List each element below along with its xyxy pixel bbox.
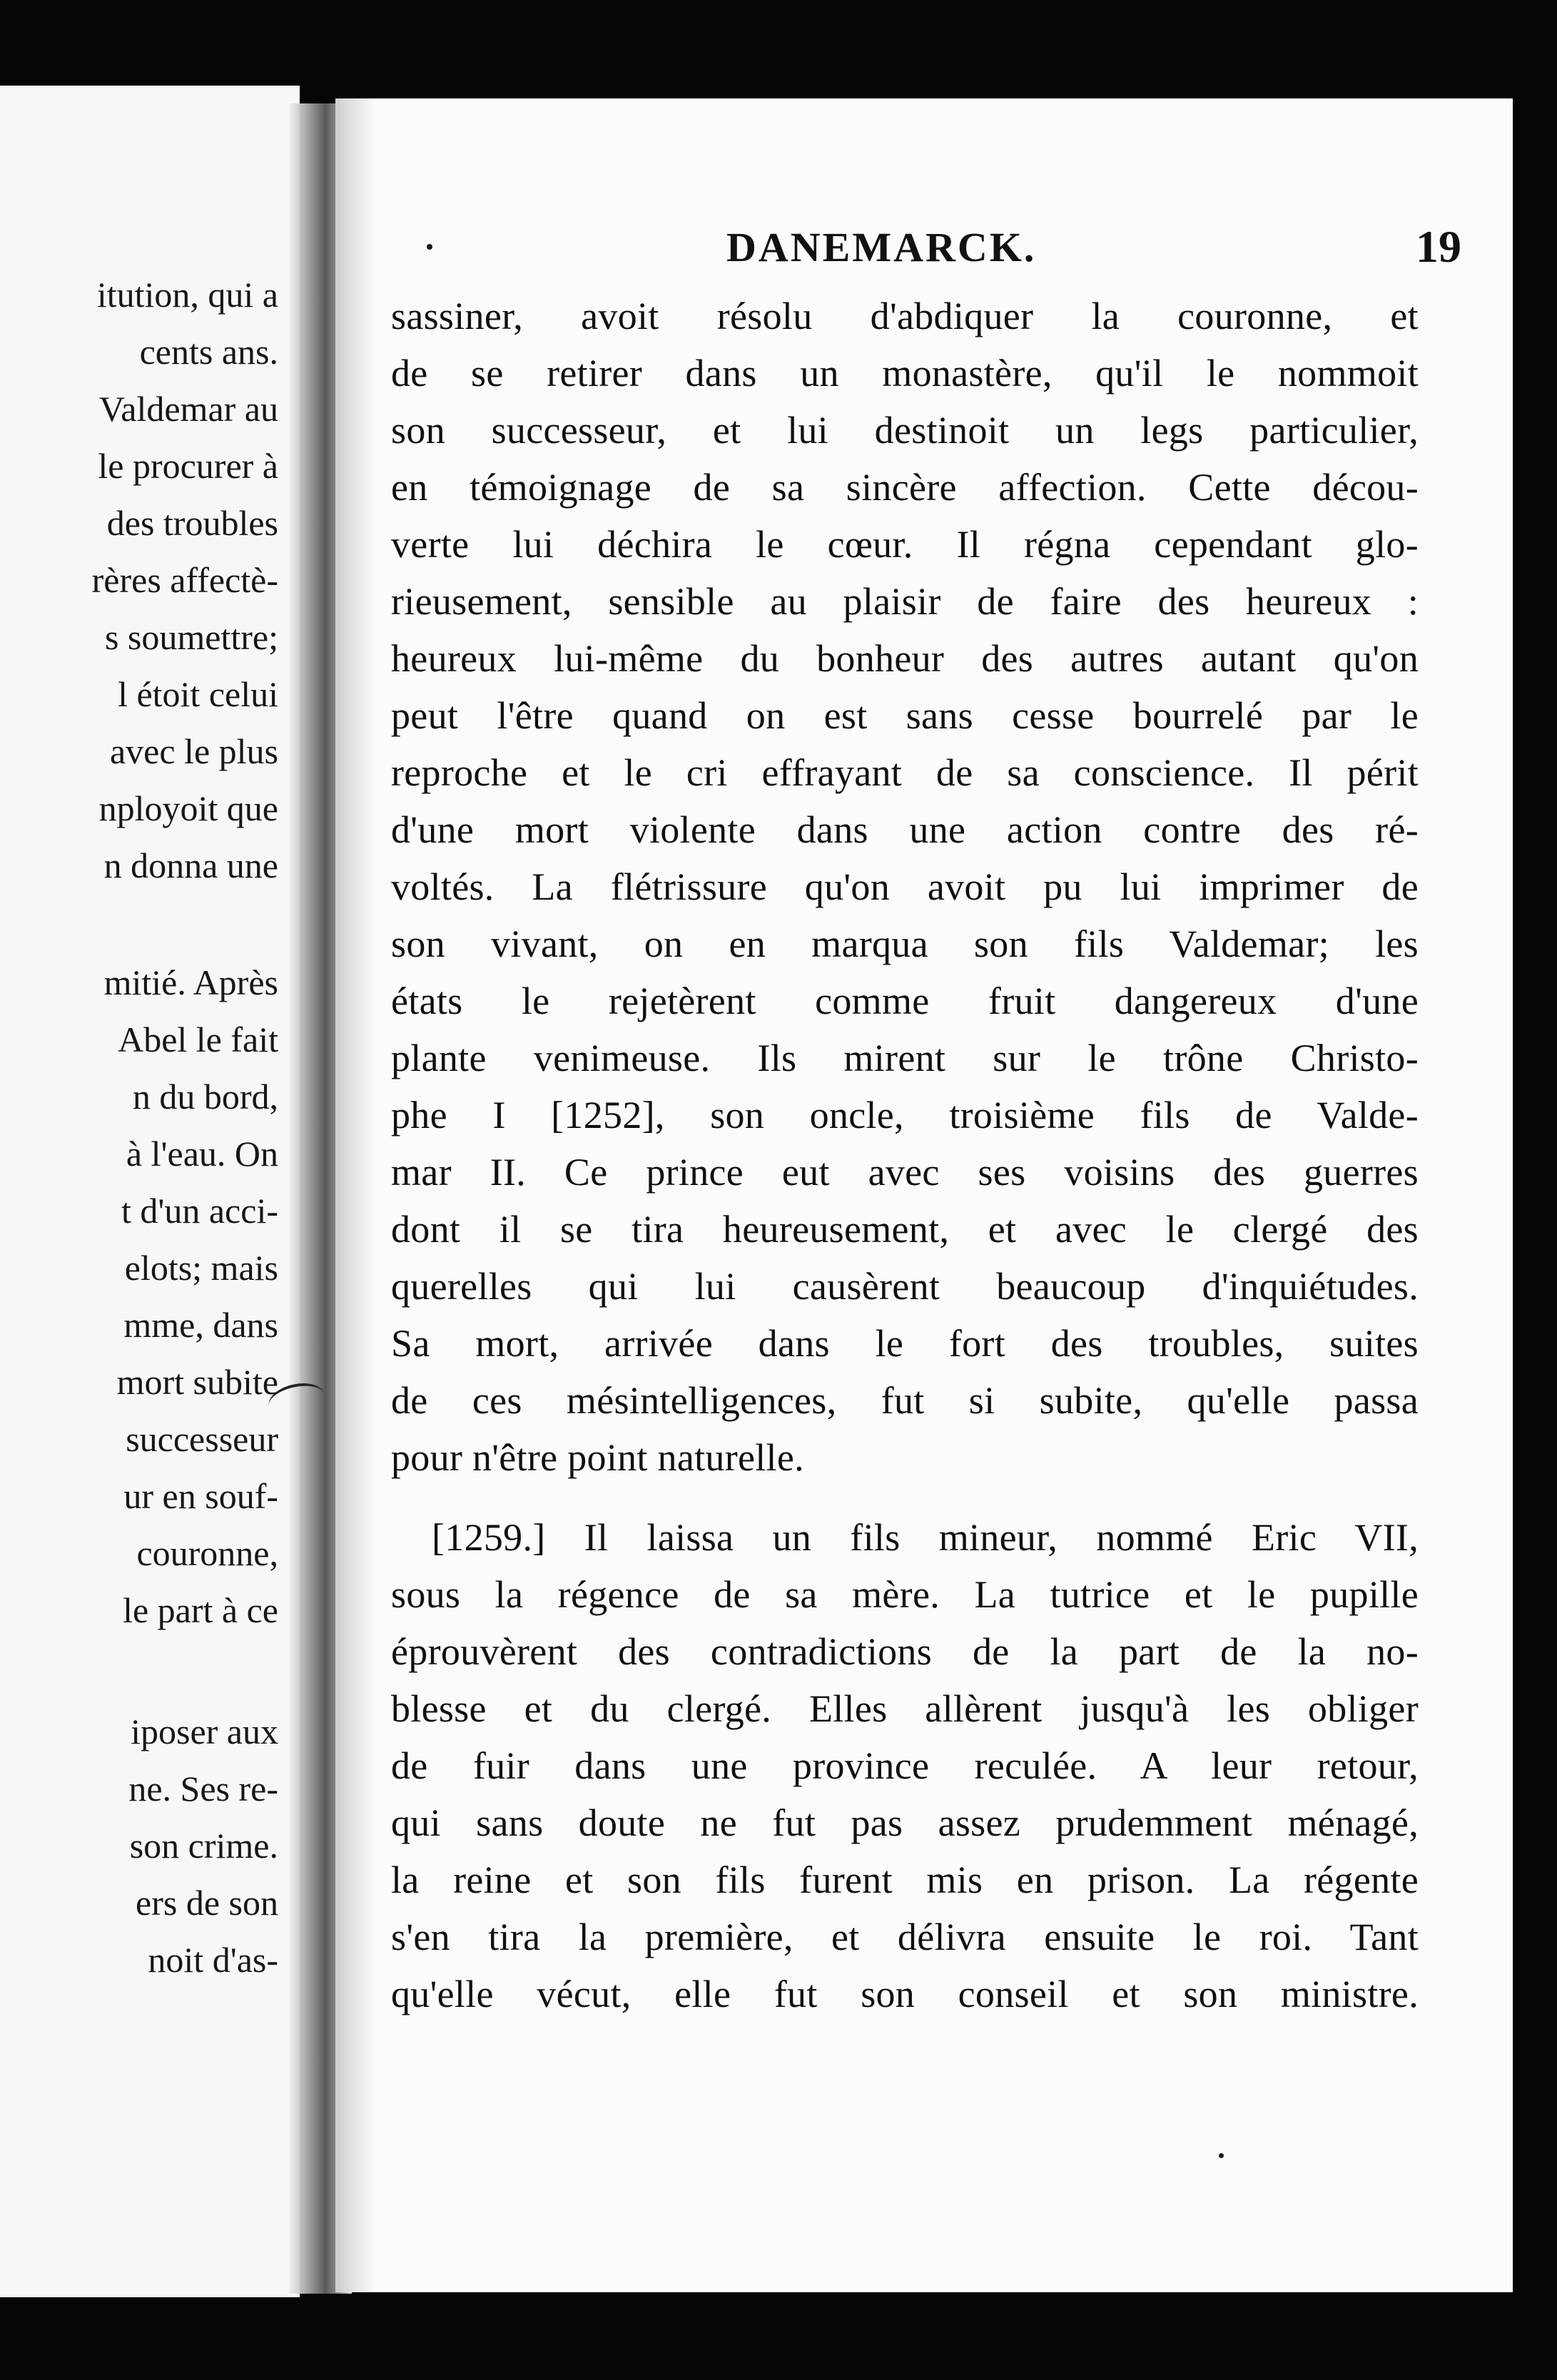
body-text-line: [1259.] Il laissa un fils mineur, nommé Eric VII, — [432, 1516, 1419, 1559]
left-page-line: à l'eau. On — [126, 1134, 278, 1174]
left-page-line: couronne, — [136, 1533, 278, 1573]
left-page-line: mitié. Après — [103, 962, 278, 1002]
left-page-line: noit d'as- — [148, 1940, 278, 1980]
left-page-line: avec le plus — [109, 731, 278, 771]
body-text-line: voltés. La flétrissure qu'on avoit pu lui imprimer de — [391, 865, 1419, 908]
running-head — [335, 223, 1513, 280]
body-text-line: son vivant, on en marqua son fils Valdemar; les — [391, 922, 1419, 965]
body-text-line: d'une mort violente dans une action contre des ré- — [391, 808, 1419, 851]
left-page-line: des troubles — [106, 503, 278, 543]
paper-speck — [1219, 2153, 1224, 2158]
left-page-line: n donna une — [103, 845, 278, 885]
left-page-line: nployoit que — [98, 788, 278, 828]
left-page-line: ur en souf- — [123, 1476, 278, 1516]
left-page-line: iposer aux — [131, 1712, 278, 1751]
body-text-line: plante venimeuse. Ils mirent sur le trône Christo- — [391, 1037, 1419, 1079]
body-text-line: peut l'être quand on est sans cesse bourrelé par le — [391, 694, 1419, 737]
body-text-line: qui sans doute ne fut pas assez prudemment ménagé, — [391, 1801, 1419, 1844]
left-page-line: le part à ce — [123, 1590, 278, 1630]
body-text-line: son successeur, et lui destinoit un legs particulier, — [391, 409, 1419, 452]
body-text-line: Sa mort, arrivée dans le fort des troubles, suites — [391, 1322, 1419, 1365]
left-page-line: t d'un acci- — [121, 1191, 278, 1231]
body-text-line: verte lui déchira le cœur. Il régna cependant glo- — [391, 523, 1419, 566]
left-page-line: ers de son — [136, 1883, 278, 1923]
left-page-line: rères affectè- — [91, 560, 278, 600]
body-text-line: qu'elle vécut, elle fut son conseil et son ministre. — [391, 1973, 1419, 2015]
left-page-line: n du bord, — [132, 1077, 278, 1117]
body-text-line: blesse et du clergé. Elles allèrent jusqu'à les obliger — [391, 1687, 1419, 1730]
left-page-line: l étoit celui — [118, 674, 278, 714]
body-text-line: sassiner, avoit résolu d'abdiquer la couronne, et — [391, 295, 1419, 337]
body-text-line: reproche et le cri effrayant de sa conscience. Il périt — [391, 751, 1419, 794]
left-page-line: Abel le fait — [118, 1019, 278, 1059]
left-page-line: itution, qui a — [96, 275, 278, 315]
body-text-line: sous la régence de sa mère. La tutrice et le pupille — [391, 1573, 1419, 1616]
body-text-line: la reine et son fils furent mis en prison. La régente — [391, 1858, 1419, 1901]
right-page — [335, 98, 1513, 2292]
body-text-line: mar II. Ce prince eut avec ses voisins des guerres — [391, 1151, 1419, 1194]
left-page-line: ne. Ses re- — [128, 1769, 278, 1809]
body-text-line: dont il se tira heureusement, et avec le clergé des — [391, 1208, 1419, 1251]
left-page-line: mme, dans — [123, 1305, 278, 1345]
body-text-line: de ces mésintelligences, fut si subite, qu'elle passa — [391, 1379, 1419, 1422]
left-page-line: s soumettre; — [104, 617, 278, 657]
left-page-line: Valdemar au — [98, 389, 278, 429]
left-page-line: cents ans. — [139, 332, 278, 372]
left-page-line: elots; mais — [124, 1248, 278, 1288]
left-page-fragment — [0, 86, 300, 2297]
body-text-line: états le rejetèrent comme fruit dangereux d'une — [391, 980, 1419, 1022]
page-number: 19 — [1416, 221, 1461, 272]
body-text-line: de se retirer dans un monastère, qu'il le nommoit — [391, 352, 1419, 395]
body-text-line: heureux lui-même du bonheur des autres autant qu'on — [391, 637, 1419, 680]
left-page-line: mort subite — [116, 1362, 278, 1402]
body-text-line: s'en tira la première, et délivra ensuite le roi. Tant — [391, 1916, 1419, 1958]
body-text-line: rieusement, sensible au plaisir de faire des heureux : — [391, 580, 1419, 623]
left-page-line: successeur — [126, 1419, 278, 1459]
body-text-line: éprouvèrent des contradictions de la part de la no- — [391, 1630, 1419, 1673]
body-text-line: de fuir dans une province reculée. A leur retour, — [391, 1744, 1419, 1787]
left-page-line: le procurer à — [98, 446, 278, 486]
left-page-line: son crime. — [129, 1826, 278, 1866]
running-title: DANEMARCK. — [726, 224, 1037, 270]
body-text-line: querelles qui lui causèrent beaucoup d'inquiétudes. — [391, 1265, 1419, 1308]
body-text-line: en témoignage de sa sincère affection. Cette décou- — [391, 466, 1419, 509]
paragraph-end-line: pour n'être point naturelle. — [391, 1436, 804, 1479]
body-text-line: phe I [1252], son oncle, troisième fils de Valde- — [391, 1094, 1419, 1136]
